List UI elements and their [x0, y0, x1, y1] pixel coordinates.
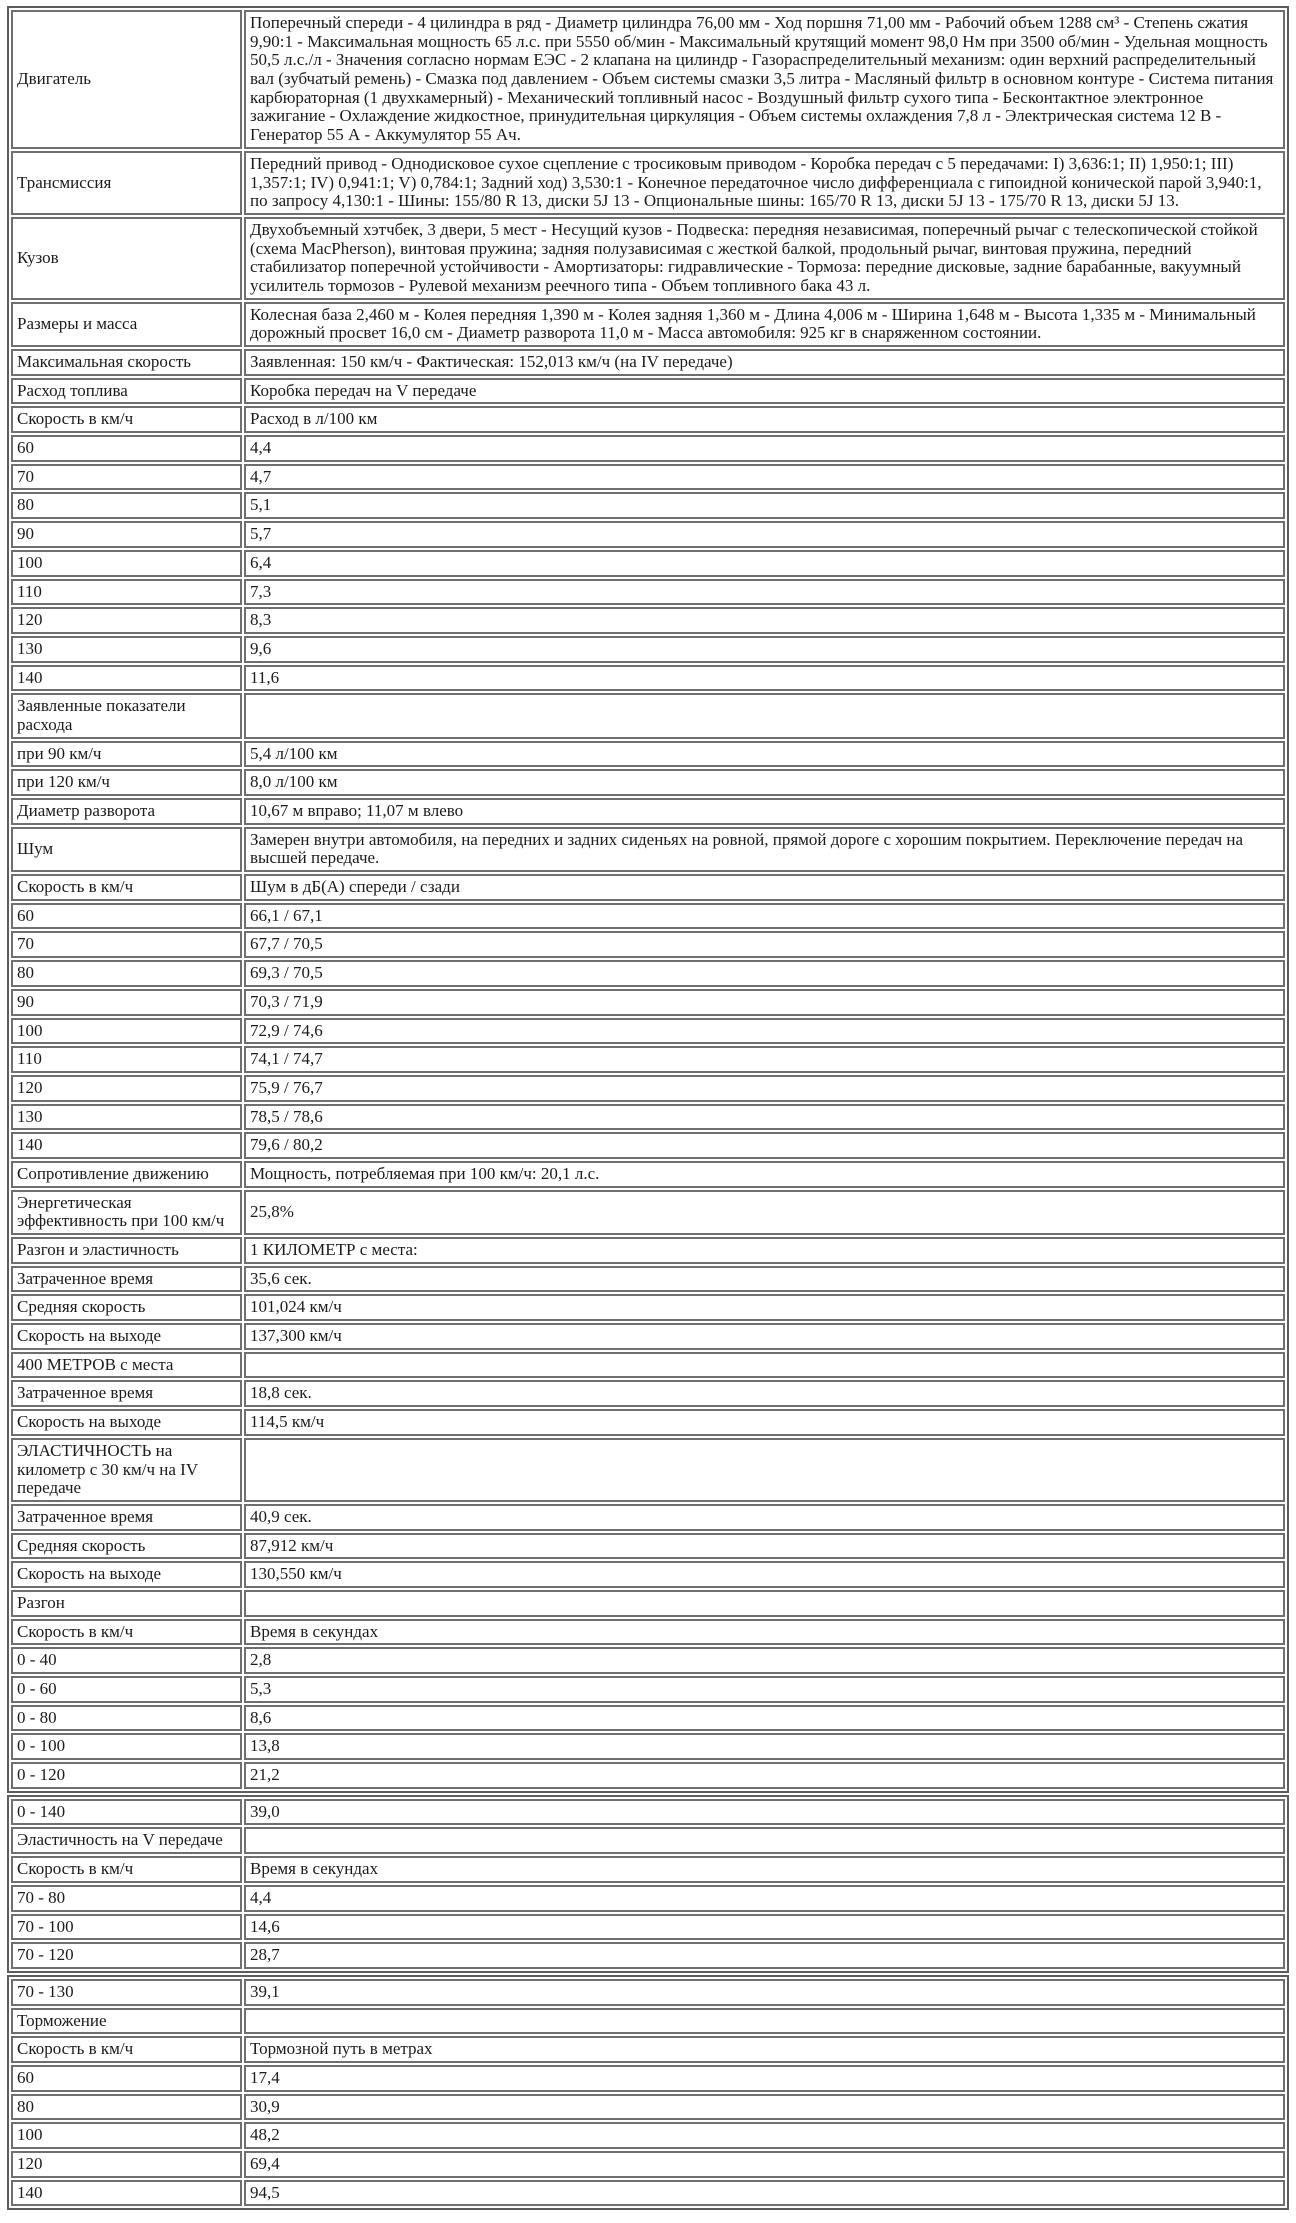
table-row — [11, 1409, 1285, 1436]
spec-label: Эластичность на V передаче — [11, 1827, 242, 1854]
spec-value: 75,9 / 76,7 — [244, 1075, 1285, 1102]
spec-label: Средняя скорость — [11, 1533, 242, 1560]
spec-label: 400 МЕТРОВ с места — [11, 1352, 242, 1379]
spec-value — [244, 1352, 1285, 1379]
spec-label: Кузов — [11, 217, 242, 300]
spec-label: 80 — [11, 492, 242, 519]
table-row — [11, 579, 1285, 606]
spec-value: 114,5 км/ч — [244, 1409, 1285, 1436]
table-row — [11, 302, 1285, 347]
spec-label: Сопротивление движению — [11, 1161, 242, 1188]
spec-value: 8,6 — [244, 1705, 1285, 1732]
spec-label: Расход топлива — [11, 378, 242, 405]
spec-label: ЭЛАСТИЧНОСТЬ на километр с 30 км/ч на IV передаче — [11, 1438, 242, 1502]
spec-label: 130 — [11, 1104, 242, 1131]
table-row — [11, 1762, 1285, 1789]
spec-label: 100 — [11, 1018, 242, 1045]
table-row — [11, 1942, 1285, 1969]
spec-value: 10,67 м вправо; 11,07 м влево — [244, 798, 1285, 825]
spec-label: Энергетическая эффективность при 100 км/ч — [11, 1190, 242, 1235]
table-row — [11, 492, 1285, 519]
spec-value: 94,5 — [244, 2180, 1285, 2207]
spec-value: Поперечный спереди - 4 цилиндра в ряд - Диаметр цилиндра 76,00 мм - Ход поршня 71,00 мм - Рабочий объем 1288 см³ - Степень сжатия 9,90:1 - Максимальная мощность 65 л.с. при 5550 об/мин - Максимальный крутящий момент 98,0 Нм при 3500 об/мин - Удельная мощность 50,5 л.с./л - Значения согласно нормам ЕЭС - 2 клапана на цилиндр - Газораспределительный механизм: один верхний распределительный вал (зубчатый ремень) - Смазка под давлением - Объем системы смазки 3,5 литра - Масляный фильтр в основном контуре - Система питания карбюраторная (1 двухкамерный) - Механический топливный насос - Воздушный фильтр сухого типа - Бесконтактное электронное зажигание - Охлаждение жидкостное, принудительная циркуляция - Объем системы охлаждения 7,8 л - Электрическая система 12 В - Генератор 55 А - Аккумулятор 55 Ач. — [244, 10, 1285, 149]
table-row — [11, 903, 1285, 930]
spec-value: 39,1 — [244, 1979, 1285, 2006]
spec-value: Расход в л/100 км — [244, 406, 1285, 433]
table-row — [11, 1018, 1285, 1045]
table-row — [11, 1590, 1285, 1617]
spec-label: Шум — [11, 827, 242, 872]
spec-value: 40,9 сек. — [244, 1504, 1285, 1531]
spec-value: Передний привод - Однодисковое сухое сцепление с тросиковым приводом - Коробка передач с 5 передачами: I) 3,636:1; II) 1,950:1; III) 1,357:1; IV) 0,941:1; V) 0,784:1; Задний ход) 3,530:1 - Конечное передаточное число дифференциала с гипоидной конической парой 3,940:1, по запросу 4,130:1 - Шины: 155/80 R 13, диски 5J 13 - Опциональные шины: 165/70 R 13, диски 5J 13 - 175/70 R 13, диски 5J 13. — [244, 151, 1285, 215]
spec-value: 17,4 — [244, 2065, 1285, 2092]
spec-label: Трансмиссия — [11, 151, 242, 215]
table-row — [11, 1504, 1285, 1531]
table-row — [11, 827, 1285, 872]
spec-value: 18,8 сек. — [244, 1380, 1285, 1407]
table-row — [11, 550, 1285, 577]
table-row — [11, 2065, 1285, 2092]
table-row — [11, 1237, 1285, 1264]
spec-label: 70 — [11, 931, 242, 958]
table-row — [11, 1705, 1285, 1732]
spec-table-3 — [7, 1975, 1289, 2211]
table-row — [11, 607, 1285, 634]
spec-value: 5,1 — [244, 492, 1285, 519]
spec-value: 8,3 — [244, 607, 1285, 634]
spec-value: 74,1 / 74,7 — [244, 1046, 1285, 1073]
spec-label: 140 — [11, 1132, 242, 1159]
table-row — [11, 1161, 1285, 1188]
spec-label: Размеры и масса — [11, 302, 242, 347]
spec-label: 80 — [11, 960, 242, 987]
spec-value: Замерен внутри автомобиля, на передних и задних сиденьях на ровной, прямой дороге с хорошим покрытием. Переключение передач на высшей передаче. — [244, 827, 1285, 872]
spec-label: 120 — [11, 2151, 242, 2178]
table-row — [11, 1914, 1285, 1941]
spec-label: Максимальная скорость — [11, 349, 242, 376]
table-row — [11, 378, 1285, 405]
table-row — [11, 2094, 1285, 2121]
spec-label: 0 - 80 — [11, 1705, 242, 1732]
spec-label: 0 - 140 — [11, 1799, 242, 1826]
table-row — [11, 2151, 1285, 2178]
spec-value: 1 КИЛОМЕТР с места: — [244, 1237, 1285, 1264]
spec-label: 130 — [11, 636, 242, 663]
table-row — [11, 1046, 1285, 1073]
table-row — [11, 1856, 1285, 1883]
table-row — [11, 960, 1285, 987]
table-row — [11, 989, 1285, 1016]
spec-label: Скорость на выходе — [11, 1409, 242, 1436]
spec-label: Заявленные показатели расхода — [11, 693, 242, 738]
table-row — [11, 2180, 1285, 2207]
table-row — [11, 1132, 1285, 1159]
table-row — [11, 931, 1285, 958]
spec-value: 5,7 — [244, 521, 1285, 548]
table-row — [11, 1561, 1285, 1588]
spec-label: 80 — [11, 2094, 242, 2121]
table-row — [11, 1676, 1285, 1703]
table-row — [11, 1533, 1285, 1560]
spec-value: Время в секундах — [244, 1856, 1285, 1883]
spec-value: 9,6 — [244, 636, 1285, 663]
spec-label: Скорость в км/ч — [11, 406, 242, 433]
table-row — [11, 464, 1285, 491]
spec-label: Скорость на выходе — [11, 1323, 242, 1350]
spec-value: Коробка передач на V передаче — [244, 378, 1285, 405]
spec-label: 60 — [11, 435, 242, 462]
table-row — [11, 874, 1285, 901]
table-row — [11, 1294, 1285, 1321]
spec-label: Скорость в км/ч — [11, 1856, 242, 1883]
spec-label: 0 - 40 — [11, 1647, 242, 1674]
spec-value — [244, 1438, 1285, 1502]
spec-value: Шум в дБ(А) спереди / сзади — [244, 874, 1285, 901]
spec-value: 79,6 / 80,2 — [244, 1132, 1285, 1159]
spec-value: 4,4 — [244, 1885, 1285, 1912]
spec-label: Затраченное время — [11, 1266, 242, 1293]
spec-value: 39,0 — [244, 1799, 1285, 1826]
spec-label: Скорость на выходе — [11, 1561, 242, 1588]
spec-value: 48,2 — [244, 2122, 1285, 2149]
spec-label: 70 - 80 — [11, 1885, 242, 1912]
spec-label: 140 — [11, 665, 242, 692]
spec-value: 70,3 / 71,9 — [244, 989, 1285, 1016]
spec-label: 0 - 60 — [11, 1676, 242, 1703]
table-row — [11, 10, 1285, 149]
spec-value: 30,9 — [244, 2094, 1285, 2121]
spec-label: Разгон и эластичность — [11, 1237, 242, 1264]
spec-label: Скорость в км/ч — [11, 874, 242, 901]
spec-label: 60 — [11, 2065, 242, 2092]
spec-value: 78,5 / 78,6 — [244, 1104, 1285, 1131]
table-row — [11, 1104, 1285, 1131]
spec-label: Разгон — [11, 1590, 242, 1617]
spec-value: 35,6 сек. — [244, 1266, 1285, 1293]
spec-value — [244, 1827, 1285, 1854]
table-row — [11, 151, 1285, 215]
spec-value — [244, 693, 1285, 738]
spec-value: 66,1 / 67,1 — [244, 903, 1285, 930]
table-row — [11, 1647, 1285, 1674]
spec-value: 5,3 — [244, 1676, 1285, 1703]
table-row — [11, 741, 1285, 768]
table-row — [11, 665, 1285, 692]
spec-label: 0 - 100 — [11, 1733, 242, 1760]
spec-value: 6,4 — [244, 550, 1285, 577]
spec-label: 0 - 120 — [11, 1762, 242, 1789]
spec-label: Затраченное время — [11, 1504, 242, 1531]
spec-value: 8,0 л/100 км — [244, 769, 1285, 796]
table-row — [11, 636, 1285, 663]
spec-label: при 90 км/ч — [11, 741, 242, 768]
table-row — [11, 2122, 1285, 2149]
table-row — [11, 1380, 1285, 1407]
table-row — [11, 1438, 1285, 1502]
table-row — [11, 798, 1285, 825]
table-row — [11, 2036, 1285, 2063]
spec-value: Заявленная: 150 км/ч - Фактическая: 152,013 км/ч (на IV передаче) — [244, 349, 1285, 376]
table-row — [11, 1799, 1285, 1826]
table-row — [11, 769, 1285, 796]
table-row — [11, 2008, 1285, 2035]
spec-value: Тормозной путь в метрах — [244, 2036, 1285, 2063]
spec-label: Затраченное время — [11, 1380, 242, 1407]
spec-value: Двухобъемный хэтчбек, 3 двери, 5 мест - Несущий кузов - Подвеска: передняя независимая, поперечный рычаг с телескопической стойкой (схема MacPherson), винтовая пружина; задняя полузависимая с жесткой балкой, продольный рычаг, винтовая пружина, передний стабилизатор поперечной устойчивости - Амортизаторы: гидравлические - Тормоза: передние дисковые, задние барабанные, вакуумный усилитель тормозов - Рулевой механизм реечного типа - Объем топливного бака 43 л. — [244, 217, 1285, 300]
spec-label: 100 — [11, 550, 242, 577]
spec-label: 120 — [11, 1075, 242, 1102]
spec-label: при 120 км/ч — [11, 769, 242, 796]
spec-value: 5,4 л/100 км — [244, 741, 1285, 768]
spec-label: Диаметр разворота — [11, 798, 242, 825]
table-row — [11, 1266, 1285, 1293]
spec-value: 7,3 — [244, 579, 1285, 606]
spec-label: 70 - 130 — [11, 1979, 242, 2006]
table-row — [11, 349, 1285, 376]
spec-label: 70 - 120 — [11, 1942, 242, 1969]
spec-label: 60 — [11, 903, 242, 930]
spec-label: Скорость в км/ч — [11, 1619, 242, 1646]
spec-value: 25,8% — [244, 1190, 1285, 1235]
table-row — [11, 406, 1285, 433]
table-row — [11, 1979, 1285, 2006]
spec-value: 11,6 — [244, 665, 1285, 692]
spec-value: 2,8 — [244, 1647, 1285, 1674]
table-row — [11, 521, 1285, 548]
spec-value: 4,4 — [244, 435, 1285, 462]
table-row — [11, 1323, 1285, 1350]
spec-table-1 — [7, 6, 1289, 1793]
table-row — [11, 1733, 1285, 1760]
spec-label: 90 — [11, 989, 242, 1016]
spec-value — [244, 1590, 1285, 1617]
table-row — [11, 693, 1285, 738]
table-row — [11, 435, 1285, 462]
spec-value: 14,6 — [244, 1914, 1285, 1941]
spec-label: Торможение — [11, 2008, 242, 2035]
spec-value: 130,550 км/ч — [244, 1561, 1285, 1588]
table-row — [11, 1827, 1285, 1854]
spec-value: 21,2 — [244, 1762, 1285, 1789]
spec-value: 87,912 км/ч — [244, 1533, 1285, 1560]
spec-value: 28,7 — [244, 1942, 1285, 1969]
spec-value: 101,024 км/ч — [244, 1294, 1285, 1321]
table-row — [11, 217, 1285, 300]
spec-value: Время в секундах — [244, 1619, 1285, 1646]
spec-value: 137,300 км/ч — [244, 1323, 1285, 1350]
spec-value: Мощность, потребляемая при 100 км/ч: 20,1 л.с. — [244, 1161, 1285, 1188]
spec-value: 69,3 / 70,5 — [244, 960, 1285, 987]
spec-label: 70 — [11, 464, 242, 491]
spec-label: 90 — [11, 521, 242, 548]
table-row — [11, 1190, 1285, 1235]
spec-value: 13,8 — [244, 1733, 1285, 1760]
spec-label: 140 — [11, 2180, 242, 2207]
spec-value: 72,9 / 74,6 — [244, 1018, 1285, 1045]
spec-label: 70 - 100 — [11, 1914, 242, 1941]
spec-label: 100 — [11, 2122, 242, 2149]
spec-value: 69,4 — [244, 2151, 1285, 2178]
spec-value: 4,7 — [244, 464, 1285, 491]
table-row — [11, 1619, 1285, 1646]
spec-label: Двигатель — [11, 10, 242, 149]
spec-value: 67,7 / 70,5 — [244, 931, 1285, 958]
spec-value — [244, 2008, 1285, 2035]
spec-label: Скорость в км/ч — [11, 2036, 242, 2063]
table-row — [11, 1075, 1285, 1102]
spec-label: 110 — [11, 579, 242, 606]
spec-label: Средняя скорость — [11, 1294, 242, 1321]
spec-tables — [7, 6, 1289, 2210]
spec-value: Колесная база 2,460 м - Колея передняя 1,390 м - Колея задняя 1,360 м - Длина 4,006 м - Ширина 1,648 м - Высота 1,335 м - Минимальный дорожный просвет 16,0 см - Диаметр разворота 11,0 м - Масса автомобиля: 925 кг в снаряженном состоянии. — [244, 302, 1285, 347]
spec-table-2 — [7, 1795, 1289, 1973]
table-row — [11, 1352, 1285, 1379]
spec-label: 110 — [11, 1046, 242, 1073]
spec-label: 120 — [11, 607, 242, 634]
table-row — [11, 1885, 1285, 1912]
